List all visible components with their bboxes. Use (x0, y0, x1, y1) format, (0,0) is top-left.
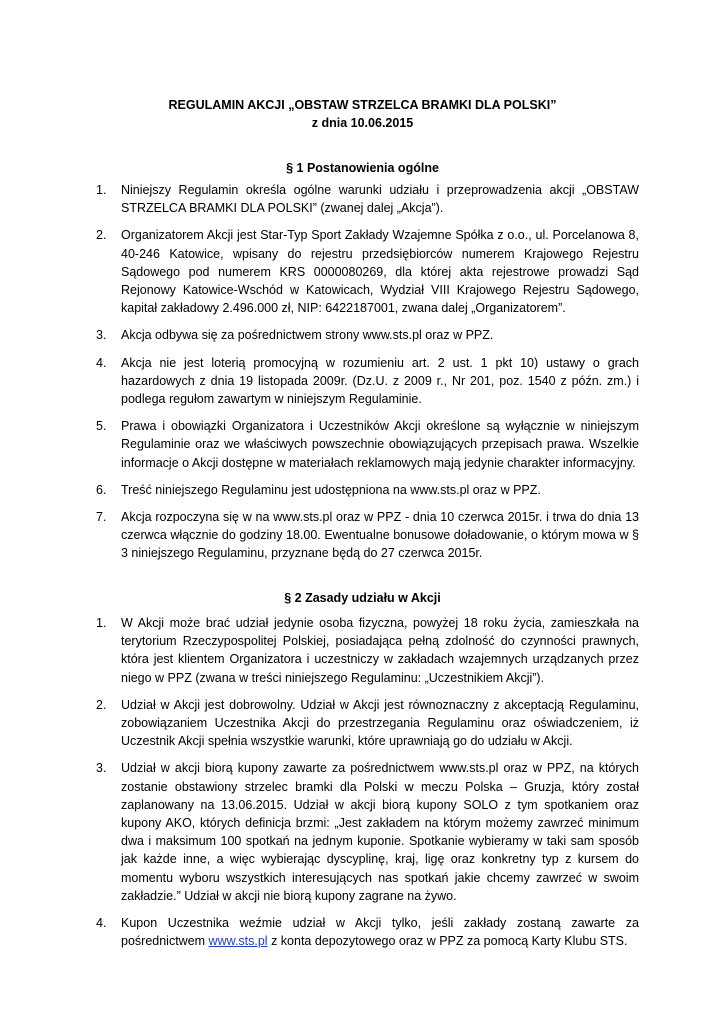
item-text: Udział w Akcji jest dobrowolny. Udział w Akcji jest równoznaczny z akceptacją Regulaminu, zobowiązaniem Uczestnika Akcji do przestrzegania Regulaminu oraz oświadczeniem, iż Uczestnik Akcji spełnia wszystkie warunki, które uprawniają go do udziału w Akcji. (121, 697, 639, 749)
item-text: W Akcji może brać udział jedynie osoba fizyczna, powyżej 18 roku życia, zamieszkała na terytorium Rzeczypospolitej Polskiej, posiadająca pełną zdolność do czynności prawnych, która jest klientem Organizatora i uczestniczy w zakładach wzajemnych urządzanych przez niego w PPZ (zwana w treści niniejszego Regulaminu: „Uczestnikiem Akcji”). (121, 616, 639, 685)
section-2-list (0, 614, 725, 959)
list-item (0, 354, 725, 409)
item-number: 5. (96, 419, 107, 434)
item-text (121, 914, 639, 950)
document-date: z dnia 10.06.2015 (311, 116, 414, 130)
item-text: Akcja odbywa się za pośrednictwem strony www.sts.pl oraz w PPZ. (121, 328, 494, 343)
item-number: 2. (96, 228, 107, 243)
item-number: 2. (96, 697, 107, 712)
item-number: 3. (96, 761, 107, 776)
list-item (0, 481, 725, 499)
item-text: Akcja nie jest loterią promocyjną w rozumieniu art. 2 ust. 1 pkt 10) ustawy o grach hazardowych z dnia 19 listopada 2009r. (Dz.U. z 2009 r., Nr 201, poz. 1540 z późn. zm.) i podlega regułom zawartym w niniejszym Regulaminie. (121, 355, 639, 407)
list-item (0, 696, 725, 751)
list-item (0, 181, 725, 217)
item-text: Udział w akcji biorą kupony zawarte za pośrednictwem www.sts.pl oraz w PPZ, na których zostanie obstawiony strzelec bramki dla Polski w meczu Polska – Gruzja, który został zaplanowany na 13.06.2015. Udział w akcji biorą kupony SOLO z tym spotkaniem oraz kupony AKO, których definicja brzmi: „Jest zakładem na którym możemy zawrzeć minimum dwa i maksimum 100 spotkań na jednym kuponie. Spotkanie wybieramy w taki sam sposób jak każde inne, a więc wybierając dyscyplinę, kraj, ligę oraz konkretny typ z kursem do momentu wyboru wszystkich interesujących nas spotkań jakie chcemy zawrzeć w swoim zakładzie.” Udział w akcji nie biorą kupony zagrane na żywo. (121, 761, 639, 903)
sts-website-link[interactable]: www.sts.pl (208, 934, 268, 949)
list-item (0, 614, 725, 687)
document-title: REGULAMIN AKCJI „OBSTAW STRZELCA BRAMKI DLA POLSKI” (168, 98, 557, 112)
item-text: Akcja rozpoczyna się w na www.sts.pl oraz w PPZ - dnia 10 czerwca 2015r. i trwa do dnia 13 czerwca włącznie do godziny 18.00. Ewentualne bonusowe doładowanie, o którym mowa w § 3 niniejszego Regulaminu, przyznane będą do 27 czerwca 2015r. (121, 510, 639, 561)
list-item (0, 226, 725, 317)
item-text: Treść niniejszego Regulaminu jest udostępniona na www.sts.pl oraz w PPZ. (121, 482, 541, 497)
item-number: 4. (96, 916, 107, 931)
item-text: Organizatorem Akcji jest Star-Typ Sport Zakłady Wzajemne Spółka z o.o., ul. Porcelanowa 8, 40-246 Katowice, wpisany do rejestru przedsiębiorców numerem Krajowego Rejestru Sądowego pod numerem KRS 0000080269, dla której akta rejestrowe prowadzi Sąd Rejonowy Katowice-Wschód w Katowicach, Wydział VIII Krajowego Rejestru Sądowego, kapitał zakładowy 2.496.000 zł, NIP: 6422187001, zwana dalej „Organizatorem”. (121, 228, 639, 316)
item-number: 1. (96, 616, 107, 630)
list-item (0, 417, 725, 472)
item-number: 1. (96, 183, 107, 197)
item-number: 3. (96, 328, 107, 343)
section-2-heading: § 2 Zasady udziału w Akcji (284, 591, 441, 605)
item-number: 4. (96, 355, 107, 370)
item-text: Prawa i obowiązki Organizatora i Uczestników Akcji określone są wyłącznie w niniejszym Regulaminie oraz we właściwych powszechnie obowiązujących przepisach prawa. Wszelkie informacje o Akcji dostępne w materiałach reklamowych mają jedynie charakter informacyjny. (121, 419, 639, 470)
item-number: 6. (96, 482, 107, 497)
section-1-list (0, 181, 725, 572)
list-item (0, 914, 725, 950)
item-number: 7. (96, 510, 107, 525)
item-text-before-link: Kupon Uczestnika weźmie udział w Akcji tylko, jeśli zakłady zostaną zawarte za pośrednictwem (121, 916, 639, 949)
list-item (0, 759, 725, 905)
list-item (0, 326, 725, 344)
list-item (0, 508, 725, 563)
item-text: Niniejszy Regulamin określa ogólne warunki udziału i przeprowadzenia akcji „OBSTAW STRZELCA BRAMKI DLA POLSKI” (zwanej dalej „Akcja”). (121, 183, 639, 216)
item-text-after-link: z konta depozytowego oraz w PPZ za pomocą Karty Klubu STS. (267, 934, 628, 949)
section-1-heading: § 1 Postanowienia ogólne (286, 161, 439, 175)
